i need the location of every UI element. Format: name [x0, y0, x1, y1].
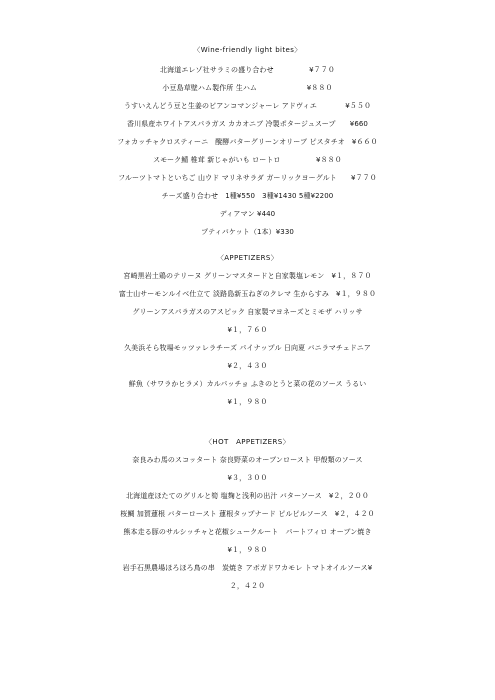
menu-item: 小豆島草壁ハム製作所 生ハム ¥８８０ — [162, 84, 333, 92]
menu-item: フォカッチャクロスティーニ 醗酵バターグリーンオリーブ ピスタチオ ¥６６０ — [117, 138, 378, 146]
menu-item: グリーンアスパラガスのアスピック 自家製マヨネーズとミモザ ハリッサ — [132, 308, 363, 316]
menu-item: うすいえんどう豆と生姜のビアンコマンジャーレ アドヴィエ ¥５５０ — [123, 102, 372, 110]
menu-item: 熊本走る豚のサルシッチャと花椒シュークルート パートフィロ オーブン焼き — [123, 528, 372, 536]
menu-item-price: ¥１，７６０ — [227, 326, 268, 334]
menu-item: 香川県産ホワイトアスパラガス カカオニブ 冷製ポタージュスープ ¥660 — [126, 120, 368, 128]
menu-item: 北海道エレゾ社サラミの盛り合わせ ¥７７０ — [160, 66, 335, 74]
menu-item-price: ¥１，９８０ — [227, 398, 268, 406]
menu-item: 富士山サーモンルイベ仕立て 淡路島新玉ねぎのクレマ 生からすみ ¥１，９８０ — [118, 290, 377, 298]
menu-item: 宮崎黒岩土鶏のテリーヌ グリーンマスタードと自家製塩レモン ¥１，８７０ — [123, 272, 372, 280]
menu-item: 岩手石黒農場ほろほろ鳥の串 炭焼き アボガドワカモレ トマトオイルソース¥ — [122, 564, 373, 572]
menu-item: ディアマン ¥440 — [219, 210, 276, 218]
menu-item: プティバケット（1本）¥330 — [201, 228, 294, 236]
section-heading: 〈HOT APPETIZERS〉 — [205, 438, 290, 446]
menu-item: フルーツトマトといちご 山ウド マリネサラダ ガーリックヨーグルト ¥７７０ — [118, 174, 377, 182]
menu-item: スモーク鯖 椎茸 新じゃがいも ロートロ ¥８８０ — [153, 156, 342, 164]
menu-item-price: ¥１，９８０ — [227, 546, 268, 554]
menu-item-price: ¥２，４３０ — [227, 362, 268, 370]
menu-item: 桜鯛 加賀蓮根 バターロースト 蓮根タップナード ピルピルソース ¥２，４２０ — [120, 510, 375, 518]
menu-item: チーズ盛り合わせ 1種¥550 3種¥1430 5種¥2200 — [161, 192, 334, 200]
menu-item-price: ¥３，３００ — [227, 474, 268, 482]
section-heading: 〈APPETIZERS〉 — [216, 254, 279, 262]
section-heading: 〈Wine-friendly light bites〉 — [193, 46, 302, 54]
menu-item: 久美浜そら牧場モッツァレラチーズ パイナップル 日向夏 バニラマチェドニア — [124, 344, 371, 352]
menu-item: 奈良みわ馬のスコッタート 奈良野菜のオーブンロースト 甲殻類のソース — [132, 456, 363, 464]
menu-item-price: ２，４２０ — [229, 582, 266, 590]
menu-item: 北海道産ほたてのグリルと筍 塩麹と浅利の出汁 バターソース ¥２，２００ — [126, 492, 369, 500]
menu-item: 鮮魚（サワラかヒラメ）カルパッチョ ふきのとうと菜の花のソース うるい — [128, 380, 367, 388]
